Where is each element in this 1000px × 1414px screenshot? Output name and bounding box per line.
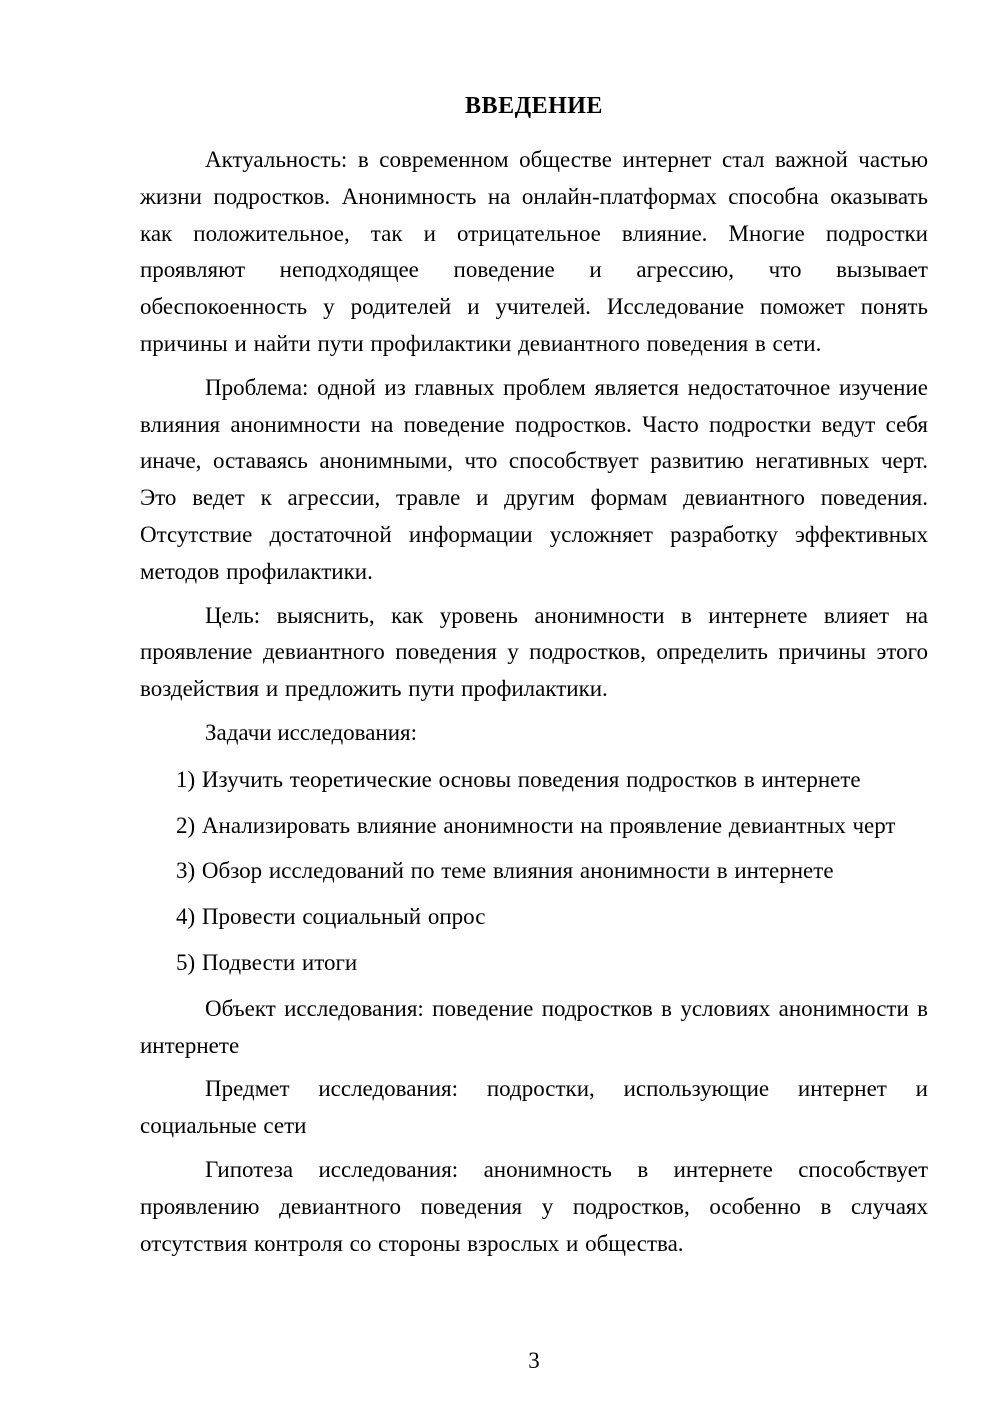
- list-item-task-1: 1) Изучить теоретические основы поведения подростков в интернете: [176, 766, 861, 792]
- paragraph-problema: Проблема: одной из главных проблем является недостаточное изучение влияния анонимности на поведение подростков. Часто подростки ведут себя иначе, оставаясь анонимными, что способствует развитию негативных черт. Это ведет к агрессии, травле и другим формам девиантного поведения. Отсутствие достаточной информации усложняет разработку эффективных методов профилактики.: [140, 374, 928, 584]
- document-title: ВВЕДЕНИЕ: [465, 93, 603, 119]
- paragraph-aktualnost: Актуальность: в современном обществе интернет стал важной частью жизни подростков. Анонимность на онлайн-платформах способна оказывать как положительное, так и отрицательное влияние. Многие подростки проявляют неподходящее поведение и агрессию, что вызывает обеспокоенность у родителей и учителей. Исследование поможет понять причины и найти пути профилактики девиантного поведения в сети.: [140, 147, 928, 356]
- paragraph-predmet: Предмет исследования: подростки, использующие интернет и социальные сети: [140, 1076, 928, 1139]
- paragraph-cel: Цель: выяснить, как уровень анонимности в интернете влияет на проявление девиантного поведения у подростков, определить причины этого воздействия и предложить пути профилактики.: [140, 602, 928, 702]
- list-item-task-2: 2) Анализировать влияние анонимности на проявление девиантных черт: [176, 812, 896, 838]
- paragraph-objekt: Объект исследования: поведение подростков в условиях анонимности в интернете: [140, 995, 928, 1058]
- page-number: 3: [528, 1348, 540, 1373]
- tasks-heading: Задачи исследования:: [205, 719, 418, 745]
- paragraph-gipoteza: Гипотеза исследования: анонимность в интернете способствует проявлению девиантного поведения у подростков, особенно в случаях отсутствия контроля со стороны взрослых и общества.: [140, 1156, 928, 1256]
- list-item-task-3: 3) Обзор исследований по теме влияния анонимности в интернете: [176, 858, 834, 884]
- list-item-task-5: 5) Подвести итоги: [176, 949, 358, 975]
- list-item-task-4: 4) Провести социальный опрос: [176, 904, 486, 930]
